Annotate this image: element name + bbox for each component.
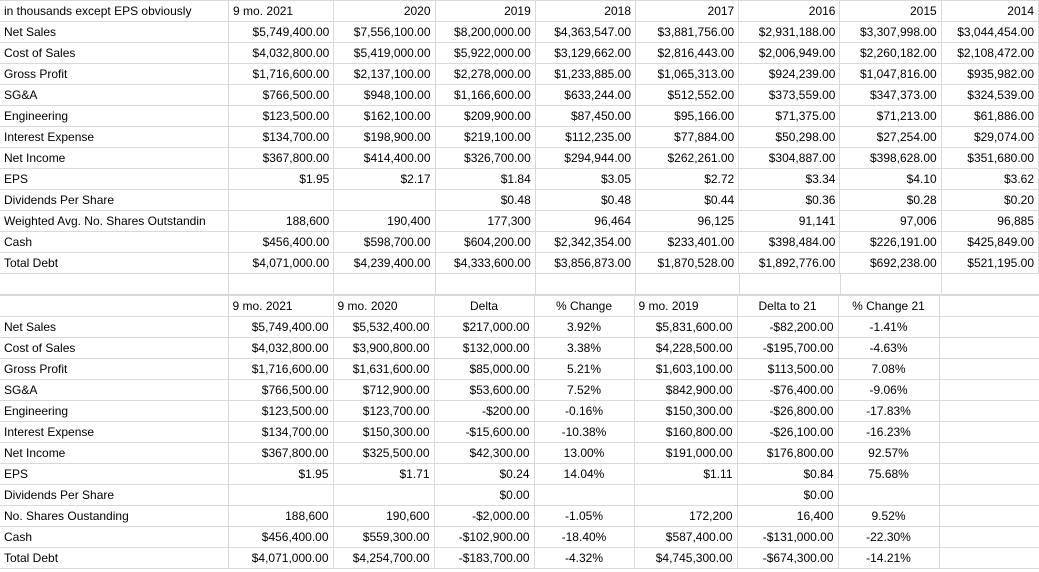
- row-value[interactable]: $233,401.00: [636, 232, 739, 253]
- row-value[interactable]: $4.10: [840, 169, 941, 190]
- row-value[interactable]: $2,278,000.00: [435, 64, 535, 85]
- row-value[interactable]: $2,931,188.00: [739, 22, 840, 43]
- column-header-3[interactable]: % Change: [534, 295, 634, 316]
- table-row: [0, 43, 1039, 64]
- row-value[interactable]: [333, 484, 434, 505]
- table-row: [0, 316, 1039, 337]
- header-corner-label[interactable]: in thousands except EPS obviously: [0, 1, 229, 22]
- row-value[interactable]: $1,892,776.00: [739, 253, 840, 274]
- row-value[interactable]: -$26,800.00: [737, 400, 838, 421]
- row-value[interactable]: $112,235.00: [535, 127, 635, 148]
- empty-trailing-cell[interactable]: [939, 421, 1039, 442]
- row-value[interactable]: $398,484.00: [739, 232, 840, 253]
- row-value[interactable]: 190,400: [334, 211, 435, 232]
- row-value[interactable]: -0.16%: [534, 400, 634, 421]
- row-value[interactable]: -18.40%: [534, 526, 634, 547]
- row-value[interactable]: $3.34: [739, 169, 840, 190]
- row-label[interactable]: Engineering: [0, 400, 228, 421]
- row-value[interactable]: $53,600.00: [434, 379, 534, 400]
- row-value[interactable]: 96,885: [941, 211, 1038, 232]
- row-value[interactable]: 3.92%: [534, 316, 634, 337]
- row-value[interactable]: $217,000.00: [434, 316, 534, 337]
- row-value[interactable]: $325,500.00: [333, 442, 434, 463]
- row-value[interactable]: $4,228,500.00: [634, 337, 737, 358]
- row-value[interactable]: $134,700.00: [228, 421, 333, 442]
- row-value[interactable]: $2,108,472.00: [941, 43, 1038, 64]
- column-header-2[interactable]: 2019: [435, 1, 535, 22]
- row-value[interactable]: $373,559.00: [739, 85, 840, 106]
- table-row: [0, 127, 1039, 148]
- row-value[interactable]: $1.71: [333, 463, 434, 484]
- row-value[interactable]: $4,239,400.00: [334, 253, 435, 274]
- row-value[interactable]: $123,500.00: [228, 400, 333, 421]
- table-row: [0, 169, 1039, 190]
- row-value[interactable]: $42,300.00: [434, 442, 534, 463]
- row-value[interactable]: $935,982.00: [941, 64, 1038, 85]
- column-header-5[interactable]: 2016: [739, 1, 840, 22]
- empty-cell[interactable]: [536, 274, 636, 294]
- row-value[interactable]: -$26,100.00: [737, 421, 838, 442]
- row-value[interactable]: 92.57%: [838, 442, 939, 463]
- row-value[interactable]: $191,000.00: [634, 442, 737, 463]
- row-value[interactable]: -$131,000.00: [737, 526, 838, 547]
- row-value[interactable]: -$82,200.00: [737, 316, 838, 337]
- row-value[interactable]: -4.63%: [838, 337, 939, 358]
- table-header-row: [0, 295, 1039, 316]
- table-header-row: [0, 1, 1039, 22]
- row-value[interactable]: $3,129,662.00: [535, 43, 635, 64]
- table-row: [0, 337, 1039, 358]
- row-value[interactable]: $27,254.00: [840, 127, 941, 148]
- column-header-1[interactable]: 9 mo. 2020: [333, 295, 434, 316]
- empty-cell[interactable]: [334, 274, 435, 294]
- empty-trailing-cell[interactable]: [939, 316, 1039, 337]
- row-value[interactable]: $5,922,000.00: [435, 43, 535, 64]
- table-row: [0, 22, 1039, 43]
- row-value[interactable]: 14.04%: [534, 463, 634, 484]
- row-label[interactable]: Weighted Avg. No. Shares Outstandin: [0, 211, 229, 232]
- column-header-1[interactable]: 2020: [334, 1, 435, 22]
- row-label[interactable]: Cost of Sales: [0, 337, 228, 358]
- row-value[interactable]: $71,213.00: [840, 106, 941, 127]
- row-value[interactable]: $123,700.00: [333, 400, 434, 421]
- row-value[interactable]: 188,600: [229, 211, 334, 232]
- row-value[interactable]: $5,831,600.00: [634, 316, 737, 337]
- row-value[interactable]: $4,363,547.00: [535, 22, 635, 43]
- row-value[interactable]: [334, 190, 435, 211]
- empty-trailing-cell[interactable]: [939, 547, 1039, 568]
- column-header-0[interactable]: 9 mo. 2021: [228, 295, 333, 316]
- row-label[interactable]: Gross Profit: [0, 64, 229, 85]
- row-value[interactable]: $2,816,443.00: [636, 43, 739, 64]
- row-value[interactable]: -4.32%: [534, 547, 634, 568]
- empty-cell[interactable]: [942, 274, 1039, 294]
- row-value[interactable]: [229, 190, 334, 211]
- empty-cell[interactable]: [636, 274, 739, 294]
- row-value[interactable]: $521,195.00: [941, 253, 1038, 274]
- row-value[interactable]: $209,900.00: [435, 106, 535, 127]
- table-gap-spacer: [0, 274, 1039, 295]
- table-row: [0, 379, 1039, 400]
- empty-separator-row: [0, 274, 1039, 294]
- row-value[interactable]: $559,300.00: [333, 526, 434, 547]
- table-row: [0, 190, 1039, 211]
- table-row: [0, 442, 1039, 463]
- row-value[interactable]: 16,400: [737, 505, 838, 526]
- row-label[interactable]: Interest Expense: [0, 127, 229, 148]
- row-value[interactable]: $0.44: [636, 190, 739, 211]
- table-row: [0, 463, 1039, 484]
- row-value[interactable]: $351,680.00: [941, 148, 1038, 169]
- row-value[interactable]: $1.95: [228, 463, 333, 484]
- empty-trailing-cell[interactable]: [939, 295, 1039, 316]
- row-value[interactable]: $398,628.00: [840, 148, 941, 169]
- row-label[interactable]: SG&A: [0, 379, 228, 400]
- row-value[interactable]: $324,539.00: [941, 85, 1038, 106]
- row-value[interactable]: $1,631,600.00: [333, 358, 434, 379]
- row-value[interactable]: $425,849.00: [941, 232, 1038, 253]
- row-label[interactable]: No. Shares Oustanding: [0, 505, 228, 526]
- row-value[interactable]: $512,552.00: [636, 85, 739, 106]
- row-value[interactable]: -16.23%: [838, 421, 939, 442]
- row-value[interactable]: $456,400.00: [229, 232, 334, 253]
- empty-trailing-cell[interactable]: [939, 337, 1039, 358]
- row-label[interactable]: Engineering: [0, 106, 229, 127]
- row-label[interactable]: Net Income: [0, 148, 229, 169]
- row-value[interactable]: 7.08%: [838, 358, 939, 379]
- row-value[interactable]: $598,700.00: [334, 232, 435, 253]
- row-value[interactable]: $0.28: [840, 190, 941, 211]
- row-value[interactable]: 96,464: [535, 211, 635, 232]
- row-label[interactable]: Net Income: [0, 442, 228, 463]
- table-row: [0, 232, 1039, 253]
- empty-trailing-cell[interactable]: [939, 505, 1039, 526]
- row-value[interactable]: $633,244.00: [535, 85, 635, 106]
- row-label[interactable]: EPS: [0, 169, 229, 190]
- row-value[interactable]: $2,006,949.00: [739, 43, 840, 64]
- row-value[interactable]: $71,375.00: [739, 106, 840, 127]
- empty-trailing-cell[interactable]: [939, 526, 1039, 547]
- row-value[interactable]: $29,074.00: [941, 127, 1038, 148]
- row-value[interactable]: $0.84: [737, 463, 838, 484]
- table-row: [0, 253, 1039, 274]
- row-value[interactable]: -9.06%: [838, 379, 939, 400]
- row-label[interactable]: Dividends Per Share: [0, 484, 228, 505]
- row-value[interactable]: [634, 484, 737, 505]
- row-value[interactable]: $7,556,100.00: [334, 22, 435, 43]
- row-value[interactable]: $2,260,182.00: [840, 43, 941, 64]
- row-label[interactable]: Cash: [0, 232, 229, 253]
- annual-financials-table[interactable]: [0, 0, 1039, 274]
- column-header-6[interactable]: 2015: [840, 1, 941, 22]
- row-label[interactable]: Net Sales: [0, 22, 229, 43]
- row-value[interactable]: -1.41%: [838, 316, 939, 337]
- empty-trailing-cell[interactable]: [939, 484, 1039, 505]
- row-value[interactable]: $61,886.00: [941, 106, 1038, 127]
- table-row: [0, 400, 1039, 421]
- row-value[interactable]: $4,071,000.00: [228, 547, 333, 568]
- row-value[interactable]: -1.05%: [534, 505, 634, 526]
- row-value[interactable]: $3,900,800.00: [333, 337, 434, 358]
- row-value[interactable]: $1.84: [435, 169, 535, 190]
- table-row: [0, 505, 1039, 526]
- row-value[interactable]: 96,125: [636, 211, 739, 232]
- row-value[interactable]: -10.38%: [534, 421, 634, 442]
- row-value[interactable]: $1,603,100.00: [634, 358, 737, 379]
- row-value[interactable]: $0.36: [739, 190, 840, 211]
- row-value[interactable]: -22.30%: [838, 526, 939, 547]
- row-value[interactable]: -$674,300.00: [737, 547, 838, 568]
- row-label[interactable]: Net Sales: [0, 316, 228, 337]
- empty-trailing-cell[interactable]: [939, 379, 1039, 400]
- row-value[interactable]: -$200.00: [434, 400, 534, 421]
- row-label[interactable]: Interest Expense: [0, 421, 228, 442]
- row-value[interactable]: [534, 484, 634, 505]
- row-value[interactable]: $1,716,600.00: [229, 64, 334, 85]
- row-value[interactable]: $3.05: [535, 169, 635, 190]
- row-value[interactable]: 3.38%: [534, 337, 634, 358]
- column-header-6[interactable]: % Change 21: [838, 295, 939, 316]
- row-value[interactable]: $3,881,756.00: [636, 22, 739, 43]
- empty-trailing-cell[interactable]: [939, 442, 1039, 463]
- row-value[interactable]: $3,044,454.00: [941, 22, 1038, 43]
- row-value[interactable]: $692,238.00: [840, 253, 941, 274]
- row-value[interactable]: $3,307,998.00: [840, 22, 941, 43]
- row-value[interactable]: $842,900.00: [634, 379, 737, 400]
- table-row: [0, 211, 1039, 232]
- row-value[interactable]: $294,944.00: [535, 148, 635, 169]
- row-value[interactable]: $0.48: [535, 190, 635, 211]
- row-label[interactable]: Total Debt: [0, 547, 228, 568]
- empty-trailing-cell[interactable]: [939, 358, 1039, 379]
- row-value[interactable]: $4,254,700.00: [333, 547, 434, 568]
- row-value[interactable]: -$2,000.00: [434, 505, 534, 526]
- row-value[interactable]: [228, 484, 333, 505]
- row-value[interactable]: $5,419,000.00: [334, 43, 435, 64]
- empty-cell[interactable]: [739, 274, 840, 294]
- column-header-0[interactable]: 9 mo. 2021: [229, 1, 334, 22]
- empty-trailing-cell[interactable]: [939, 400, 1039, 421]
- row-value[interactable]: $2.17: [334, 169, 435, 190]
- row-value[interactable]: $1,065,313.00: [636, 64, 739, 85]
- row-value[interactable]: $948,100.00: [334, 85, 435, 106]
- row-value[interactable]: $219,100.00: [435, 127, 535, 148]
- row-value[interactable]: $0.00: [434, 484, 534, 505]
- row-value[interactable]: -$183,700.00: [434, 547, 534, 568]
- row-value[interactable]: $4,071,000.00: [229, 253, 334, 274]
- row-value[interactable]: $367,800.00: [228, 442, 333, 463]
- empty-cell[interactable]: [0, 274, 229, 294]
- row-value[interactable]: $85,000.00: [434, 358, 534, 379]
- row-value[interactable]: [838, 484, 939, 505]
- empty-trailing-cell[interactable]: [939, 463, 1039, 484]
- row-value[interactable]: -$15,600.00: [434, 421, 534, 442]
- row-value[interactable]: $0.48: [435, 190, 535, 211]
- table-row: [0, 358, 1039, 379]
- row-value[interactable]: $4,032,800.00: [228, 337, 333, 358]
- column-header-7[interactable]: 2014: [941, 1, 1038, 22]
- row-value[interactable]: $1,716,600.00: [228, 358, 333, 379]
- row-value[interactable]: $347,373.00: [840, 85, 941, 106]
- header-corner-label[interactable]: [0, 295, 228, 316]
- row-value[interactable]: $1,166,600.00: [435, 85, 535, 106]
- row-value[interactable]: $2,342,354.00: [535, 232, 635, 253]
- column-header-4[interactable]: 2017: [636, 1, 739, 22]
- row-value[interactable]: 188,600: [228, 505, 333, 526]
- empty-cell[interactable]: [229, 274, 334, 294]
- row-value[interactable]: $4,333,600.00: [435, 253, 535, 274]
- table-row: [0, 148, 1039, 169]
- row-value[interactable]: $77,884.00: [636, 127, 739, 148]
- row-value[interactable]: $3,856,873.00: [535, 253, 635, 274]
- row-value[interactable]: $1,233,885.00: [535, 64, 635, 85]
- row-value[interactable]: $95,166.00: [636, 106, 739, 127]
- row-value[interactable]: $712,900.00: [333, 379, 434, 400]
- row-value[interactable]: $456,400.00: [228, 526, 333, 547]
- row-label[interactable]: Gross Profit: [0, 358, 228, 379]
- row-value[interactable]: $4,745,300.00: [634, 547, 737, 568]
- row-value[interactable]: $367,800.00: [229, 148, 334, 169]
- row-value[interactable]: $3.62: [941, 169, 1038, 190]
- row-value[interactable]: $5,749,400.00: [229, 22, 334, 43]
- row-value[interactable]: $1,047,816.00: [840, 64, 941, 85]
- row-label[interactable]: Total Debt: [0, 253, 229, 274]
- row-value[interactable]: 177,300: [435, 211, 535, 232]
- table-row: [0, 526, 1039, 547]
- row-value[interactable]: $132,000.00: [434, 337, 534, 358]
- row-value[interactable]: $304,887.00: [739, 148, 840, 169]
- row-value[interactable]: $587,400.00: [634, 526, 737, 547]
- row-value[interactable]: $5,749,400.00: [228, 316, 333, 337]
- table-row: [0, 421, 1039, 442]
- row-value[interactable]: $87,450.00: [535, 106, 635, 127]
- row-value[interactable]: $123,500.00: [229, 106, 334, 127]
- row-value[interactable]: $326,700.00: [435, 148, 535, 169]
- row-value[interactable]: $924,239.00: [739, 64, 840, 85]
- row-label[interactable]: EPS: [0, 463, 228, 484]
- row-value[interactable]: -14.21%: [838, 547, 939, 568]
- column-header-3[interactable]: 2018: [535, 1, 635, 22]
- row-value[interactable]: $0.00: [737, 484, 838, 505]
- empty-cell[interactable]: [435, 274, 535, 294]
- row-value[interactable]: -$195,700.00: [737, 337, 838, 358]
- row-value[interactable]: 9.52%: [838, 505, 939, 526]
- row-value[interactable]: $2,137,100.00: [334, 64, 435, 85]
- row-value[interactable]: $5,532,400.00: [333, 316, 434, 337]
- row-value[interactable]: 97,006: [840, 211, 941, 232]
- table-row: [0, 484, 1039, 505]
- row-value[interactable]: $1.95: [229, 169, 334, 190]
- row-value[interactable]: 75.68%: [838, 463, 939, 484]
- row-value[interactable]: $134,700.00: [229, 127, 334, 148]
- row-value[interactable]: $604,200.00: [435, 232, 535, 253]
- row-label[interactable]: Cash: [0, 526, 228, 547]
- row-value[interactable]: $766,500.00: [229, 85, 334, 106]
- row-value[interactable]: $2.72: [636, 169, 739, 190]
- table-row: [0, 85, 1039, 106]
- row-value[interactable]: 190,600: [333, 505, 434, 526]
- row-value[interactable]: 5.21%: [534, 358, 634, 379]
- row-value[interactable]: $8,200,000.00: [435, 22, 535, 43]
- row-value[interactable]: $162,100.00: [334, 106, 435, 127]
- row-value[interactable]: $150,300.00: [333, 421, 434, 442]
- row-value[interactable]: $50,298.00: [739, 127, 840, 148]
- row-value[interactable]: $150,300.00: [634, 400, 737, 421]
- row-value[interactable]: $176,800.00: [737, 442, 838, 463]
- row-value[interactable]: -$76,400.00: [737, 379, 838, 400]
- empty-cell[interactable]: [840, 274, 941, 294]
- row-value[interactable]: $198,900.00: [334, 127, 435, 148]
- table-row: [0, 64, 1039, 85]
- table-row: [0, 547, 1039, 568]
- column-header-2[interactable]: Delta: [434, 295, 534, 316]
- row-value[interactable]: $262,261.00: [636, 148, 739, 169]
- row-value[interactable]: $766,500.00: [228, 379, 333, 400]
- row-value[interactable]: 7.52%: [534, 379, 634, 400]
- nine-month-comparison-table[interactable]: [0, 295, 1039, 569]
- column-header-4[interactable]: 9 mo. 2019: [634, 295, 737, 316]
- column-header-5[interactable]: Delta to 21: [737, 295, 838, 316]
- row-value[interactable]: -17.83%: [838, 400, 939, 421]
- table-row: [0, 106, 1039, 127]
- row-value[interactable]: $1,870,528.00: [636, 253, 739, 274]
- row-value[interactable]: -$102,900.00: [434, 526, 534, 547]
- row-value[interactable]: $4,032,800.00: [229, 43, 334, 64]
- row-value[interactable]: 91,141: [739, 211, 840, 232]
- row-value[interactable]: $113,500.00: [737, 358, 838, 379]
- row-value[interactable]: 172,200: [634, 505, 737, 526]
- row-value[interactable]: $1.11: [634, 463, 737, 484]
- row-value[interactable]: $226,191.00: [840, 232, 941, 253]
- row-label[interactable]: SG&A: [0, 85, 229, 106]
- row-value[interactable]: $160,800.00: [634, 421, 737, 442]
- row-value[interactable]: $414,400.00: [334, 148, 435, 169]
- row-value[interactable]: 13.00%: [534, 442, 634, 463]
- row-label[interactable]: Dividends Per Share: [0, 190, 229, 211]
- row-value[interactable]: $0.20: [941, 190, 1038, 211]
- row-value[interactable]: $0.24: [434, 463, 534, 484]
- row-label[interactable]: Cost of Sales: [0, 43, 229, 64]
